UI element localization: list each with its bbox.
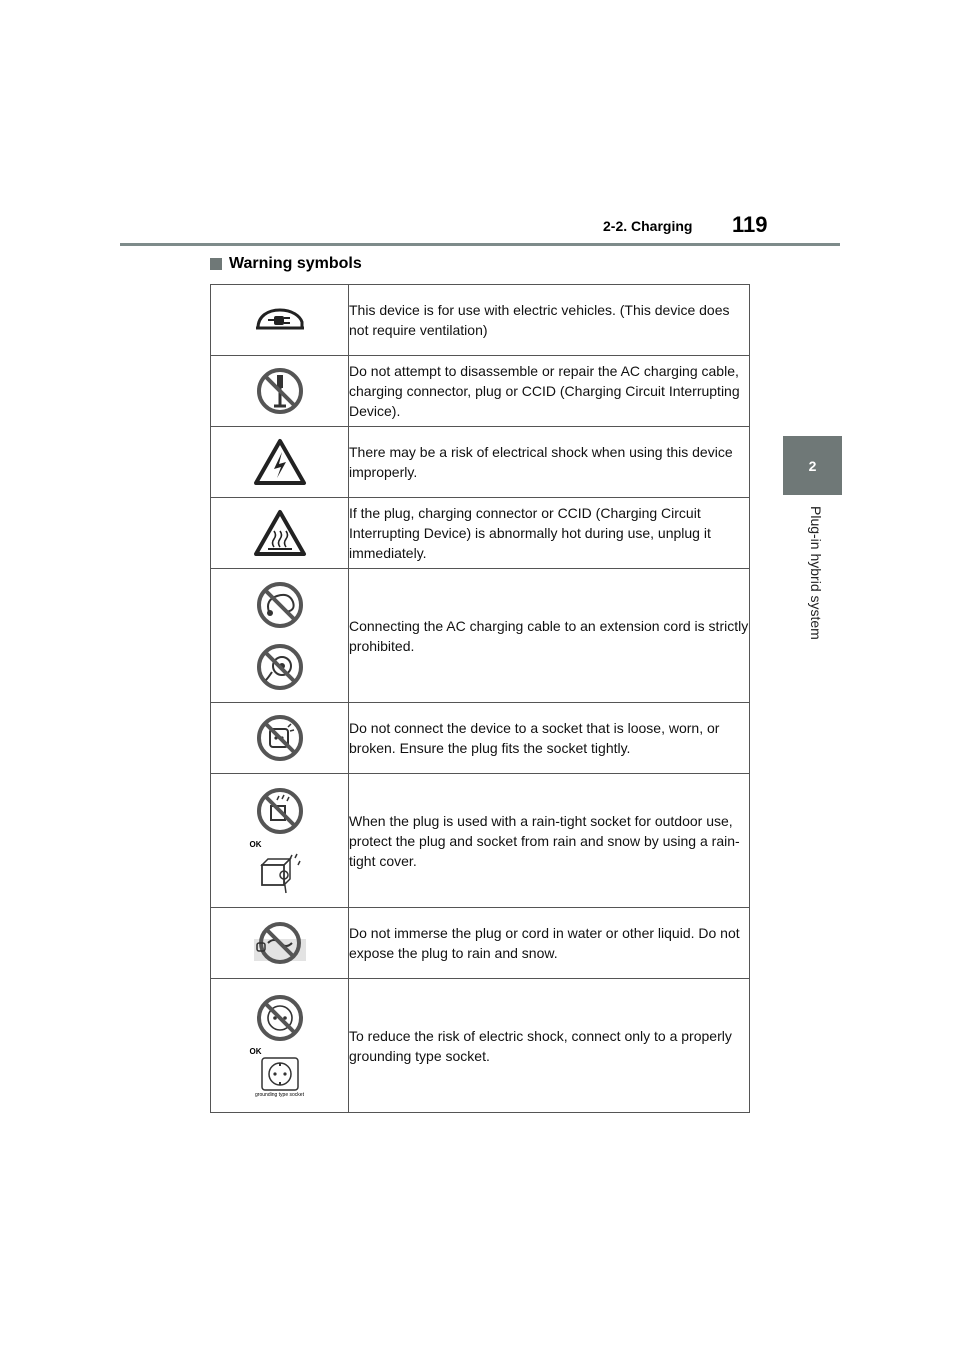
description-cell: To reduce the risk of electric shock, connect only to a properly grounding type socket.	[349, 979, 750, 1113]
icon-cell	[211, 285, 349, 356]
covered-socket-ok-icon	[211, 849, 348, 895]
no-immersion-icon	[211, 921, 348, 965]
section-title: 2-2. Charging	[603, 218, 693, 234]
no-disassemble-icon	[211, 366, 348, 416]
description-cell: Connecting the AC charging cable to an extension cord is strictly prohibited.	[349, 569, 750, 703]
chapter-tab	[783, 436, 842, 495]
table-row	[211, 908, 750, 979]
icon-cell	[211, 427, 349, 498]
table-row	[211, 285, 750, 356]
description-cell: Do not connect the device to a socket that is loose, worn, or broken. Ensure the plug fits the socket tightly.	[349, 703, 750, 774]
chapter-label-text: Plug-in hybrid system	[808, 506, 824, 640]
icon-cell	[211, 979, 349, 1113]
section-heading	[210, 255, 362, 273]
grounding-socket-icon	[211, 1056, 348, 1092]
icon-cell	[211, 703, 349, 774]
table-row	[211, 498, 750, 569]
description-cell: When the plug is used with a rain-tight socket for outdoor use, protect the plug and socket from rain and snow by using a rain-tight cover.	[349, 774, 750, 908]
table-row	[211, 356, 750, 427]
electric-shock-warning-icon	[211, 438, 348, 486]
chapter-number: 2	[808, 457, 817, 474]
hot-surface-warning-icon	[211, 509, 348, 557]
section-heading-text: Warning symbols	[229, 255, 362, 272]
socket-caption: grounding type socket	[255, 1092, 304, 1098]
no-ungrounded-socket-icon	[211, 993, 348, 1043]
page-number: 119	[732, 212, 768, 237]
description-cell: There may be a risk of electrical shock when using this device improperly.	[349, 427, 750, 498]
warning-symbols-table	[210, 284, 750, 1113]
square-bullet-icon	[210, 258, 222, 270]
table-row	[211, 569, 750, 703]
description-cell: If the plug, charging connector or CCID (Charging Circuit Interrupting Device) is abnormally hot during use, unplug it immediately.	[349, 498, 750, 569]
no-loose-socket-icon	[211, 713, 348, 763]
no-cord-reel-icon	[211, 642, 348, 692]
ev-plug-icon	[211, 304, 348, 336]
no-extension-cord-icon	[211, 580, 348, 630]
icon-cell	[211, 774, 349, 908]
header-rule	[120, 243, 840, 246]
description-cell: This device is for use with electric vehicles. (This device does not require ventilation)	[349, 285, 750, 356]
table-row	[211, 979, 750, 1113]
icon-cell	[211, 356, 349, 427]
icon-cell	[211, 569, 349, 703]
ok-label: OK	[249, 840, 262, 849]
description-cell: Do not immerse the plug or cord in water or other liquid. Do not expose the plug to rain and snow.	[349, 908, 750, 979]
description-cell: Do not attempt to disassemble or repair the AC charging cable, charging connector, plug or CCID (Charging Circuit Interrupting Device).	[349, 356, 750, 427]
chapter-label	[802, 506, 824, 656]
table-row	[211, 774, 750, 908]
ok-label: OK	[249, 1047, 262, 1056]
no-exposed-socket-icon	[211, 786, 348, 836]
icon-cell	[211, 498, 349, 569]
icon-cell	[211, 908, 349, 979]
table-row	[211, 703, 750, 774]
table-row	[211, 427, 750, 498]
